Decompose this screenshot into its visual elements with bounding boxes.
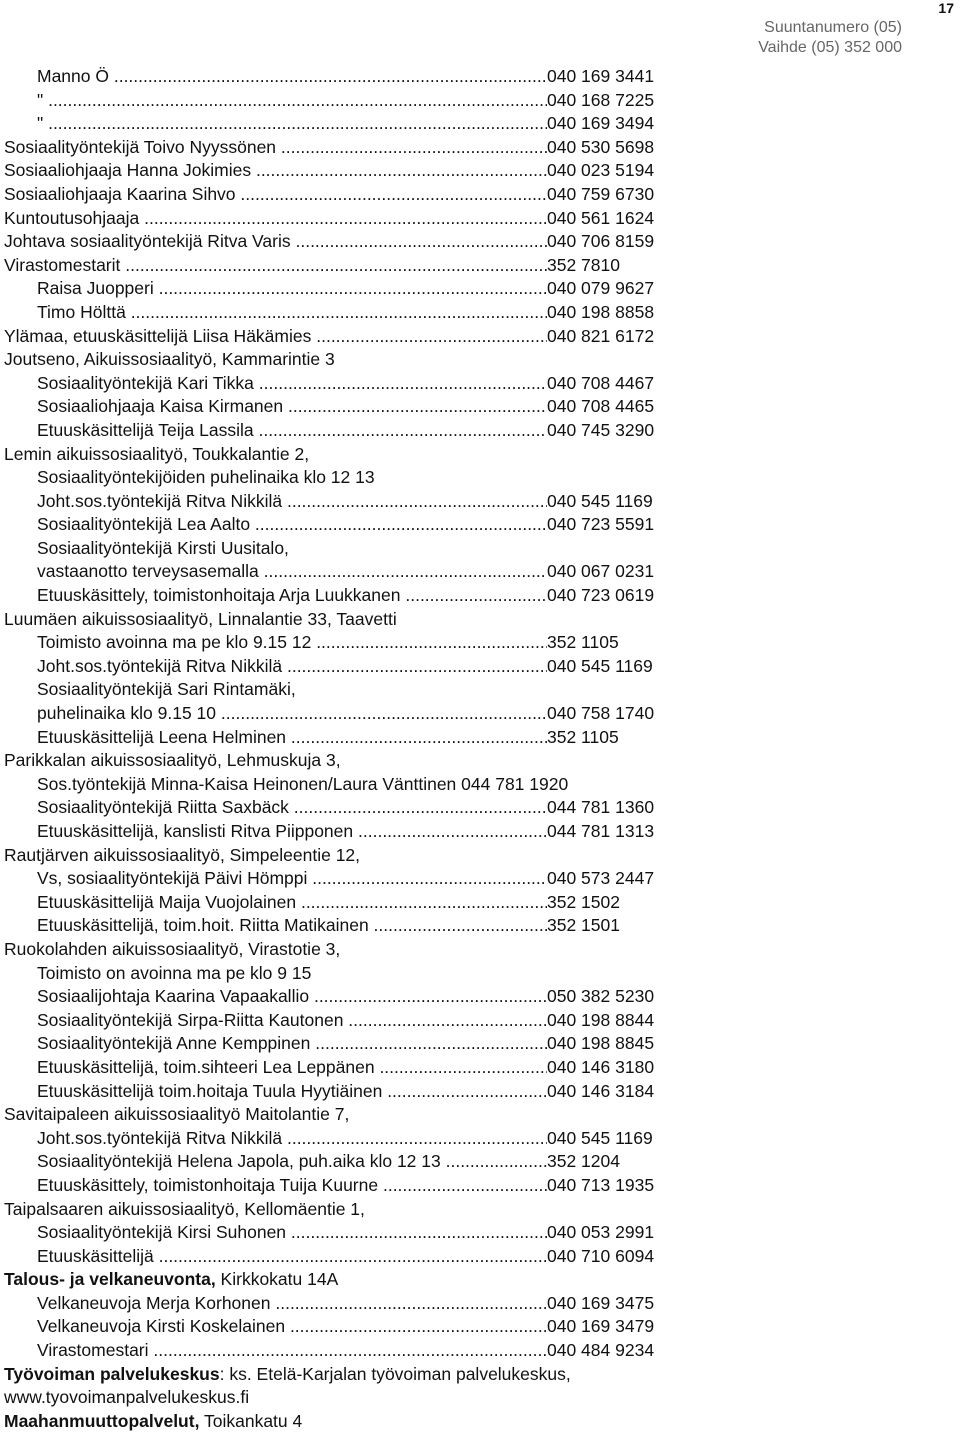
section-heading-bold: Talous- ja velkaneuvonta, — [4, 1269, 216, 1290]
entry-phone-number: 040 759 6730 — [547, 183, 655, 204]
entry-name: Virastomestari ..... — [37, 1340, 547, 1360]
directory-row — [4, 1080, 904, 1104]
entry-name: Joht.sos.työntekijä Ritva Nikkilä ..... — [37, 1128, 547, 1148]
entry-name: Sosiaaliohjaaja Hanna Jokimies ..... — [4, 160, 547, 180]
entry-name: " ..... — [37, 113, 547, 133]
entry-name-leader — [37, 395, 547, 419]
entry-name-leader — [37, 1245, 547, 1269]
entry-name: Sosiaalityöntekijä Kari Tikka ..... — [37, 373, 547, 393]
entry-name-leader — [4, 136, 547, 160]
directory-row — [4, 1268, 904, 1292]
entry-name-leader — [37, 513, 547, 537]
entry-phone-number: 040 168 7225 — [547, 89, 655, 110]
area-code-line: Suuntanumero (05) — [764, 19, 902, 36]
section-text: Luumäen aikuissosiaalityö, Linnalantie 33, Taavetti — [4, 608, 397, 629]
entry-name: Sosiaalityöntekijä Anne Kemppinen ..... — [37, 1033, 547, 1053]
entry-phone-number: 040 758 1740 — [547, 703, 655, 724]
directory-row — [4, 1150, 904, 1174]
entry-name: Raisa Juopperi ..... — [37, 278, 547, 298]
section-text: Sosiaalityöntekijöiden puhelinaika klo 12 13 — [37, 467, 375, 488]
directory-row — [4, 301, 904, 325]
entry-phone-number: 040 708 4465 — [547, 396, 655, 417]
directory-row — [4, 1386, 904, 1410]
entry-phone-number: 040 053 2991 — [547, 1222, 655, 1243]
directory-row — [4, 962, 904, 986]
entry-name-leader — [37, 112, 547, 136]
entry-name: Johtava sosiaalityöntekijä Ritva Varis ..... — [4, 231, 547, 251]
entry-name: Timo Hölttä ..... — [37, 302, 547, 322]
entry-name-leader — [37, 631, 547, 655]
directory-row — [4, 65, 904, 89]
entry-name: Joht.sos.työntekijä Ritva Nikkilä ..... — [37, 656, 547, 676]
directory-row — [4, 1174, 904, 1198]
directory-row — [4, 395, 904, 419]
section-text: Toimisto on avoinna ma pe klo 9 15 — [37, 962, 312, 983]
entry-name-leader — [37, 985, 547, 1009]
directory-row — [4, 136, 904, 160]
entry-phone-number: 352 1204 — [547, 1151, 620, 1172]
entry-name: Etuuskäsittelijä Maija Vuojolainen ..... — [37, 892, 547, 912]
entry-name: Etuuskäsittelijä, toim.sihteeri Lea Leppänen ..... — [37, 1057, 547, 1077]
entry-name-leader — [37, 89, 547, 113]
entry-name: vastaanotto terveysasemalla ..... — [37, 561, 547, 581]
entry-name-leader — [37, 1315, 547, 1339]
section-text: Taipalsaaren aikuissosiaalityö, Kellomäentie 1, — [4, 1198, 365, 1219]
section-text: Toikankatu 4 — [199, 1410, 303, 1431]
directory-row — [4, 1198, 904, 1222]
section-text: Savitaipaleen aikuissosiaalityö Maitolantie 7, — [4, 1104, 350, 1125]
directory-row — [4, 702, 904, 726]
entry-phone-number: 040 545 1169 — [547, 655, 653, 676]
entry-name: Kuntoutusohjaaja ..... — [4, 208, 547, 228]
directory-row — [4, 560, 904, 584]
section-text: Sosiaalityöntekijä Kirsti Uusitalo, — [37, 537, 289, 558]
directory-row — [4, 985, 904, 1009]
section-heading-bold: Työvoiman palvelukeskus — [4, 1363, 220, 1384]
entry-name-leader — [4, 254, 547, 278]
entry-name: Etuuskäsittelijä ..... — [37, 1246, 547, 1266]
entry-name-leader — [37, 914, 547, 938]
entry-name: Etuuskäsittelijä Teija Lassila ..... — [37, 420, 547, 440]
entry-name-leader — [37, 726, 547, 750]
directory-row — [4, 631, 904, 655]
directory-row — [4, 207, 904, 231]
entry-phone-number: 040 821 6172 — [547, 325, 655, 346]
entry-name: Etuuskäsittelijä toim.hoitaja Tuula Hyytiäinen ..... — [37, 1081, 547, 1101]
entry-phone-number: 040 198 8845 — [547, 1033, 655, 1054]
entry-name-leader — [37, 655, 547, 679]
section-text: Parikkalan aikuissosiaalityö, Lehmuskuja 3, — [4, 750, 341, 771]
section-text: Kirkkokatu 14A — [215, 1269, 339, 1290]
directory-row — [4, 938, 904, 962]
entry-name: Ylämaa, etuuskäsittelijä Liisa Häkämies ..... — [4, 326, 547, 346]
directory-row — [4, 443, 904, 467]
section-text: Lemin aikuissosiaalityö, Toukkalantie 2, — [4, 443, 310, 464]
directory-row — [4, 655, 904, 679]
directory-row — [4, 1009, 904, 1033]
entry-phone-number: 040 169 3479 — [547, 1316, 655, 1337]
directory-row — [4, 513, 904, 537]
directory-row — [4, 325, 904, 349]
directory-row — [4, 1103, 904, 1127]
directory-row — [4, 159, 904, 183]
directory-list — [4, 65, 904, 1433]
directory-row — [4, 112, 904, 136]
entry-name-leader — [37, 891, 547, 915]
entry-name-leader — [37, 1292, 547, 1316]
directory-row — [4, 254, 904, 278]
entry-phone-number: 044 781 1360 — [547, 797, 655, 818]
section-text: www.tyovoimanpalvelukeskus.fi — [4, 1387, 250, 1408]
directory-row — [4, 773, 904, 797]
header-phone-info — [758, 18, 902, 58]
entry-name-leader — [37, 1339, 547, 1363]
entry-name: Joht.sos.työntekijä Ritva Nikkilä ..... — [37, 491, 547, 511]
directory-row — [4, 891, 904, 915]
entry-name-leader — [37, 277, 547, 301]
section-text: Rautjärven aikuissosiaalityö, Simpeleentie 12, — [4, 844, 361, 865]
entry-name-leader — [37, 584, 547, 608]
entry-phone-number: 040 146 3184 — [547, 1080, 655, 1101]
entry-phone-number: 040 169 3441 — [547, 66, 655, 86]
directory-row — [4, 419, 904, 443]
directory-row — [4, 1127, 904, 1151]
section-text: Sosiaalityöntekijä Sari Rintamäki, — [37, 679, 296, 700]
entry-phone-number: 040 545 1169 — [547, 490, 653, 511]
entry-phone-number: 040 706 8159 — [547, 231, 655, 252]
entry-name-leader — [37, 1009, 547, 1033]
entry-name-leader — [37, 490, 547, 514]
entry-phone-number: 352 1502 — [547, 891, 620, 912]
switchboard-line: Vaihde (05) 352 000 — [758, 39, 902, 56]
entry-name: Sosiaalityöntekijä Lea Aalto ..... — [37, 514, 547, 534]
directory-row — [4, 1339, 904, 1363]
entry-name-leader — [37, 372, 547, 396]
entry-name: Sosiaalijohtaja Kaarina Vapaakallio ..... — [37, 986, 547, 1006]
entry-phone-number: 040 067 0231 — [547, 561, 655, 582]
entry-name-leader — [37, 867, 547, 891]
directory-row — [4, 726, 904, 750]
entry-name-leader — [4, 207, 547, 231]
entry-phone-number: 040 079 9627 — [547, 278, 655, 299]
directory-row — [4, 796, 904, 820]
entry-phone-number: 040 745 3290 — [547, 419, 655, 440]
entry-name: Velkaneuvoja Kirsti Koskelainen ..... — [37, 1316, 547, 1336]
directory-row — [4, 372, 904, 396]
entry-name-leader — [37, 1032, 547, 1056]
entry-name: Sosiaalityöntekijä Sirpa-Riitta Kautonen ..... — [37, 1010, 547, 1030]
entry-phone-number: 040 169 3475 — [547, 1292, 655, 1313]
entry-name-leader — [37, 1150, 547, 1174]
entry-phone-number: 040 710 6094 — [547, 1245, 655, 1266]
entry-name-leader — [37, 419, 547, 443]
directory-row — [4, 1245, 904, 1269]
entry-name: Virastomestarit ..... — [4, 255, 547, 275]
entry-name: Toimisto avoinna ma pe klo 9.15 12 ..... — [37, 632, 547, 652]
entry-name-leader — [37, 1080, 547, 1104]
entry-name: Sosiaalityöntekijä Helena Japola, puh.aika klo 12 13 ..... — [37, 1151, 547, 1171]
entry-name: Vs, sosiaalityöntekijä Päivi Hömppi ..... — [37, 868, 547, 888]
entry-phone-number: 040 708 4467 — [547, 372, 655, 393]
directory-row — [4, 584, 904, 608]
entry-name: Etuuskäsittely, toimistonhoitaja Tuija Kuurne ..... — [37, 1175, 547, 1195]
directory-row — [4, 89, 904, 113]
directory-row — [4, 537, 904, 561]
entry-name: Sosiaaliohjaaja Kaarina Sihvo ..... — [4, 184, 547, 204]
entry-name-leader — [4, 325, 547, 349]
directory-row — [4, 348, 904, 372]
directory-row — [4, 183, 904, 207]
entry-phone-number: 040 723 0619 — [547, 585, 655, 606]
directory-row — [4, 1292, 904, 1316]
entry-name: " ..... — [37, 90, 547, 110]
entry-name-leader — [4, 183, 547, 207]
section-text: Joutseno, Aikuissosiaalityö, Kammarintie 3 — [4, 349, 335, 370]
page-number: 17 — [938, 0, 954, 16]
entry-name-leader — [37, 560, 547, 584]
entry-phone-number: 044 781 1313 — [547, 821, 655, 841]
directory-row — [4, 1315, 904, 1339]
directory-row — [4, 844, 904, 868]
entry-phone-number: 040 713 1935 — [547, 1174, 655, 1195]
entry-name-leader — [4, 159, 547, 183]
entry-name: Etuuskäsittely, toimistonhoitaja Arja Luukkanen ..... — [37, 585, 547, 605]
directory-row — [4, 1056, 904, 1080]
directory-row — [4, 1032, 904, 1056]
section-text: Sos.työntekijä Minna-Kaisa Heinonen/Laura Vänttinen 044 781 1920 — [37, 773, 569, 794]
entry-name-leader — [37, 301, 547, 325]
entry-phone-number: 352 1501 — [547, 915, 620, 936]
entry-phone-number: 040 169 3494 — [547, 113, 655, 134]
entry-name: puhelinaika klo 9.15 10 ..... — [37, 703, 547, 723]
entry-name: Sosiaaliohjaaja Kaisa Kirmanen ..... — [37, 396, 547, 416]
entry-phone-number: 040 198 8844 — [547, 1009, 655, 1030]
entry-name: Etuuskäsittelijä, toim.hoit. Riitta Matikainen ..... — [37, 915, 547, 935]
entry-name-leader — [4, 230, 547, 254]
entry-name-leader — [37, 65, 547, 89]
entry-name: Sosiaalityöntekijä Toivo Nyyssönen ..... — [4, 137, 547, 157]
directory-row — [4, 1363, 904, 1387]
section-heading-bold: Maahanmuuttopalvelut, — [4, 1410, 200, 1431]
section-text: Ruokolahden aikuissosiaalityö, Virastotie 3, — [4, 938, 341, 959]
entry-name-leader — [37, 1174, 547, 1198]
directory-row — [4, 1221, 904, 1245]
entry-phone-number: 040 146 3180 — [547, 1056, 655, 1077]
directory-row — [4, 914, 904, 938]
directory-row — [4, 277, 904, 301]
directory-row — [4, 678, 904, 702]
directory-row — [4, 820, 904, 844]
entry-name-leader — [37, 702, 547, 726]
entry-name-leader — [37, 1127, 547, 1151]
entry-name-leader — [37, 820, 547, 844]
entry-phone-number: 352 7810 — [547, 254, 620, 275]
entry-name-leader — [37, 1056, 547, 1080]
entry-phone-number: 352 1105 — [547, 632, 619, 653]
entry-name: Manno Ö ..... — [37, 66, 547, 86]
entry-phone-number: 040 198 8858 — [547, 301, 655, 322]
entry-phone-number: 050 382 5230 — [547, 986, 655, 1007]
entry-phone-number: 040 573 2447 — [547, 868, 655, 889]
entry-name-leader — [37, 796, 547, 820]
entry-name: Etuuskäsittelijä, kanslisti Ritva Piipponen ..... — [37, 821, 547, 841]
entry-phone-number: 352 1105 — [547, 726, 619, 747]
entry-name: Sosiaalityöntekijä Kirsi Suhonen ..... — [37, 1222, 547, 1242]
directory-row — [4, 749, 904, 773]
entry-name: Etuuskäsittelijä Leena Helminen ..... — [37, 727, 547, 747]
directory-row — [4, 1410, 904, 1434]
directory-row — [4, 867, 904, 891]
entry-name: Velkaneuvoja Merja Korhonen ..... — [37, 1293, 547, 1313]
entry-phone-number: 040 484 9234 — [547, 1340, 655, 1361]
directory-row — [4, 608, 904, 632]
entry-phone-number: 040 723 5591 — [547, 514, 655, 535]
entry-phone-number: 040 561 1624 — [547, 207, 655, 228]
section-text: : ks. Etelä-Karjalan työvoiman palvelukeskus, — [219, 1363, 571, 1384]
directory-row — [4, 490, 904, 514]
entry-phone-number: 040 545 1169 — [547, 1127, 653, 1148]
entry-name: Sosiaalityöntekijä Riitta Saxbäck ..... — [37, 797, 547, 817]
entry-phone-number: 040 023 5194 — [547, 160, 655, 181]
directory-row — [4, 230, 904, 254]
entry-phone-number: 040 530 5698 — [547, 136, 655, 157]
entry-name-leader — [37, 1221, 547, 1245]
directory-row — [4, 466, 904, 490]
